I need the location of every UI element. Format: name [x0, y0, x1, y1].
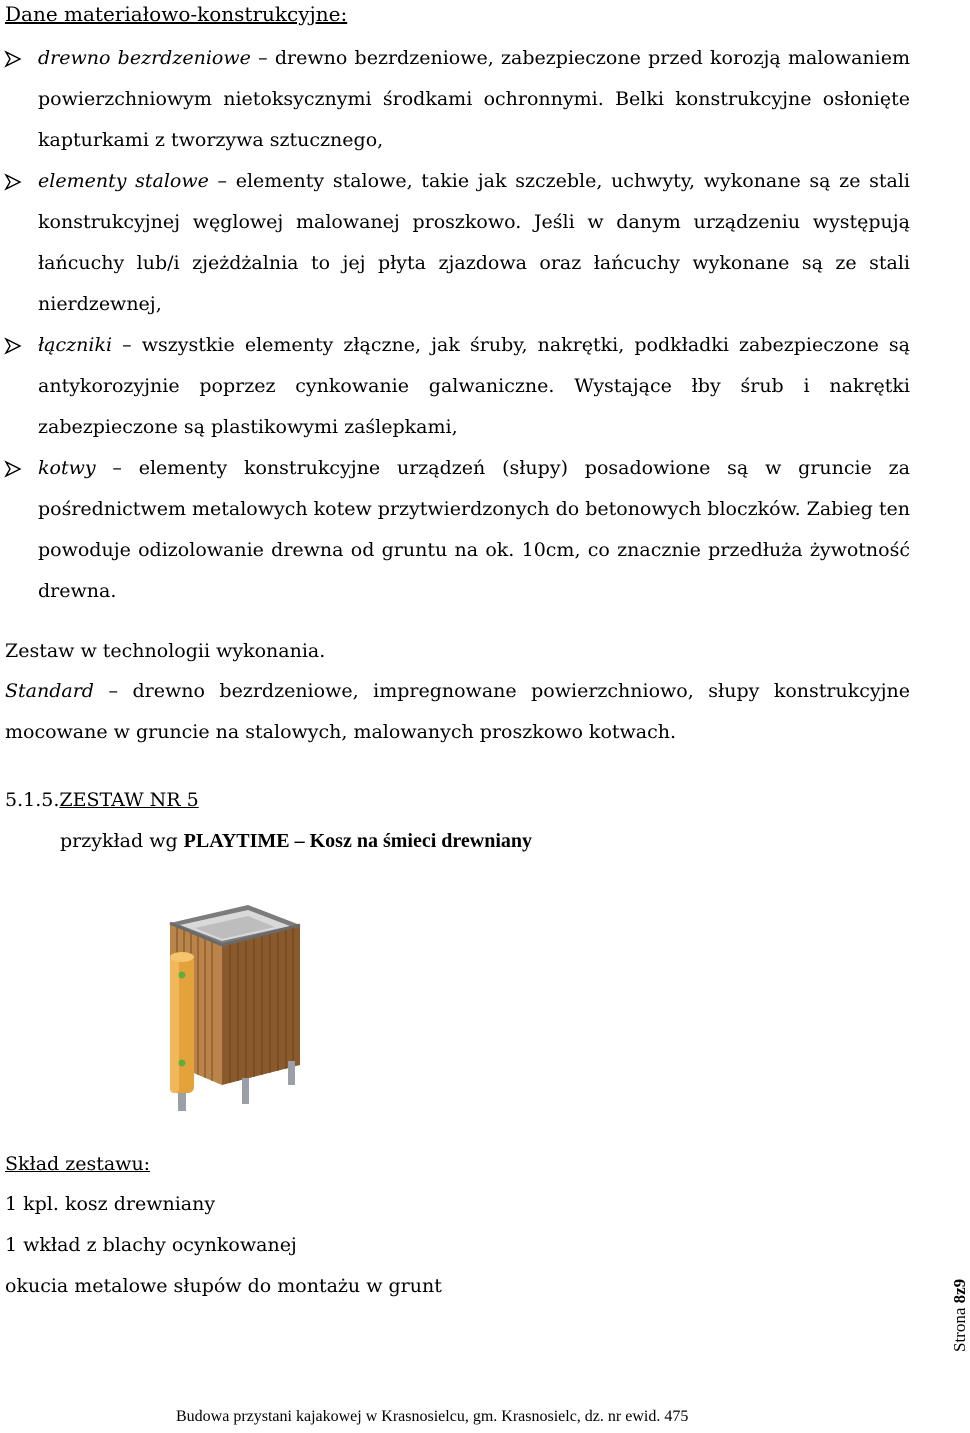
composition-heading: Skład zestawu:	[5, 1153, 151, 1175]
bullet-text: – drewno bezrdzeniowe, zabezpieczone przed korozją malowaniem powierzchniowym nietoksycznymi środkami ochronnymi. Belki konstrukcyjne osłonięte kapturkami z tworzywa sztucznego,	[38, 47, 910, 151]
technology-heading: Zestaw w technologii wykonania.	[5, 640, 326, 662]
composition-item: okucia metalowe słupów do montażu w grunt	[5, 1275, 442, 1297]
arrow-bullet-icon	[4, 173, 22, 191]
bullet-text: – wszystkie elementy złączne, jak śruby, nakrętki, podkładki zabezpieczone są antykorozyjnie poprzez cynkowanie galwaniczne. Wystające łby śrub i nakrętki zabezpieczone są plastikowymi zaślepkami,	[38, 334, 910, 438]
example-line	[60, 827, 532, 855]
list-item	[4, 448, 910, 612]
standard-paragraph	[5, 671, 910, 753]
list-item	[4, 38, 910, 161]
composition-item: 1 wkład z blachy ocynkowanej	[5, 1234, 297, 1256]
zestaw-title: ZESTAW NR 5	[59, 789, 199, 811]
list-item	[4, 161, 910, 325]
brand-name: PLAYTIME	[183, 830, 290, 852]
bullet-term: drewno bezrdzeniowe	[38, 47, 251, 69]
example-separator: –	[289, 830, 310, 852]
arrow-bullet-icon	[4, 460, 22, 478]
page-number: 8z9	[950, 1278, 969, 1304]
page-number-label	[950, 1272, 970, 1352]
bullet-term: kotwy	[38, 457, 96, 479]
list-item	[4, 325, 910, 448]
arrow-bullet-icon	[4, 50, 22, 68]
standard-term: Standard	[5, 680, 94, 702]
composition-item: 1 kpl. kosz drewniany	[5, 1193, 216, 1215]
product-name: Kosz na śmieci drewniany	[309, 830, 533, 852]
bullet-text: – elementy konstrukcyjne urządzeń (słupy) posadowione są w gruncie za pośrednictwem metalowych kotew przytwierdzonych do betonowych bloczków. Zabieg ten powoduje odizolowanie drewna od gruntu na ok. 10cm, co znacznie przedłuża żywotność drewna.	[38, 457, 910, 602]
bullet-text: – elementy stalowe, takie jak szczeble, uchwyty, wykonane są ze stali konstrukcyjnej węglowej malowanej proszkowo. Jeśli w danym urządzeniu występują łańcuchy lub/i zjeżdżalnia to jej płyta zjazdowa oraz łańcuchy wykonane są ze stali nierdzewnej,	[38, 170, 910, 315]
materials-list	[4, 38, 910, 612]
arrow-bullet-icon	[4, 337, 22, 355]
example-prefix: przykład wg	[60, 830, 184, 852]
zestaw-number: 5.1.5.	[5, 789, 60, 811]
standard-text: – drewno bezrdzeniowe, impregnowane powierzchniowo, słupy konstrukcyjne mocowane w gruncie na stalowych, malowanych proszkowo kotwach.	[5, 680, 910, 743]
page-label-text: Strona	[950, 1303, 969, 1352]
trash-bin-image	[150, 895, 320, 1113]
bullet-term: elementy stalowe	[38, 170, 209, 192]
zestaw-heading	[5, 786, 199, 814]
bullet-term: łączniki	[38, 334, 113, 356]
section-title: Dane materiałowo-konstrukcyjne:	[5, 2, 348, 26]
page-footer: Budowa przystani kajakowej w Krasnosielcu, gm. Krasnosielc, dz. nr ewid. 475	[176, 1408, 689, 1425]
